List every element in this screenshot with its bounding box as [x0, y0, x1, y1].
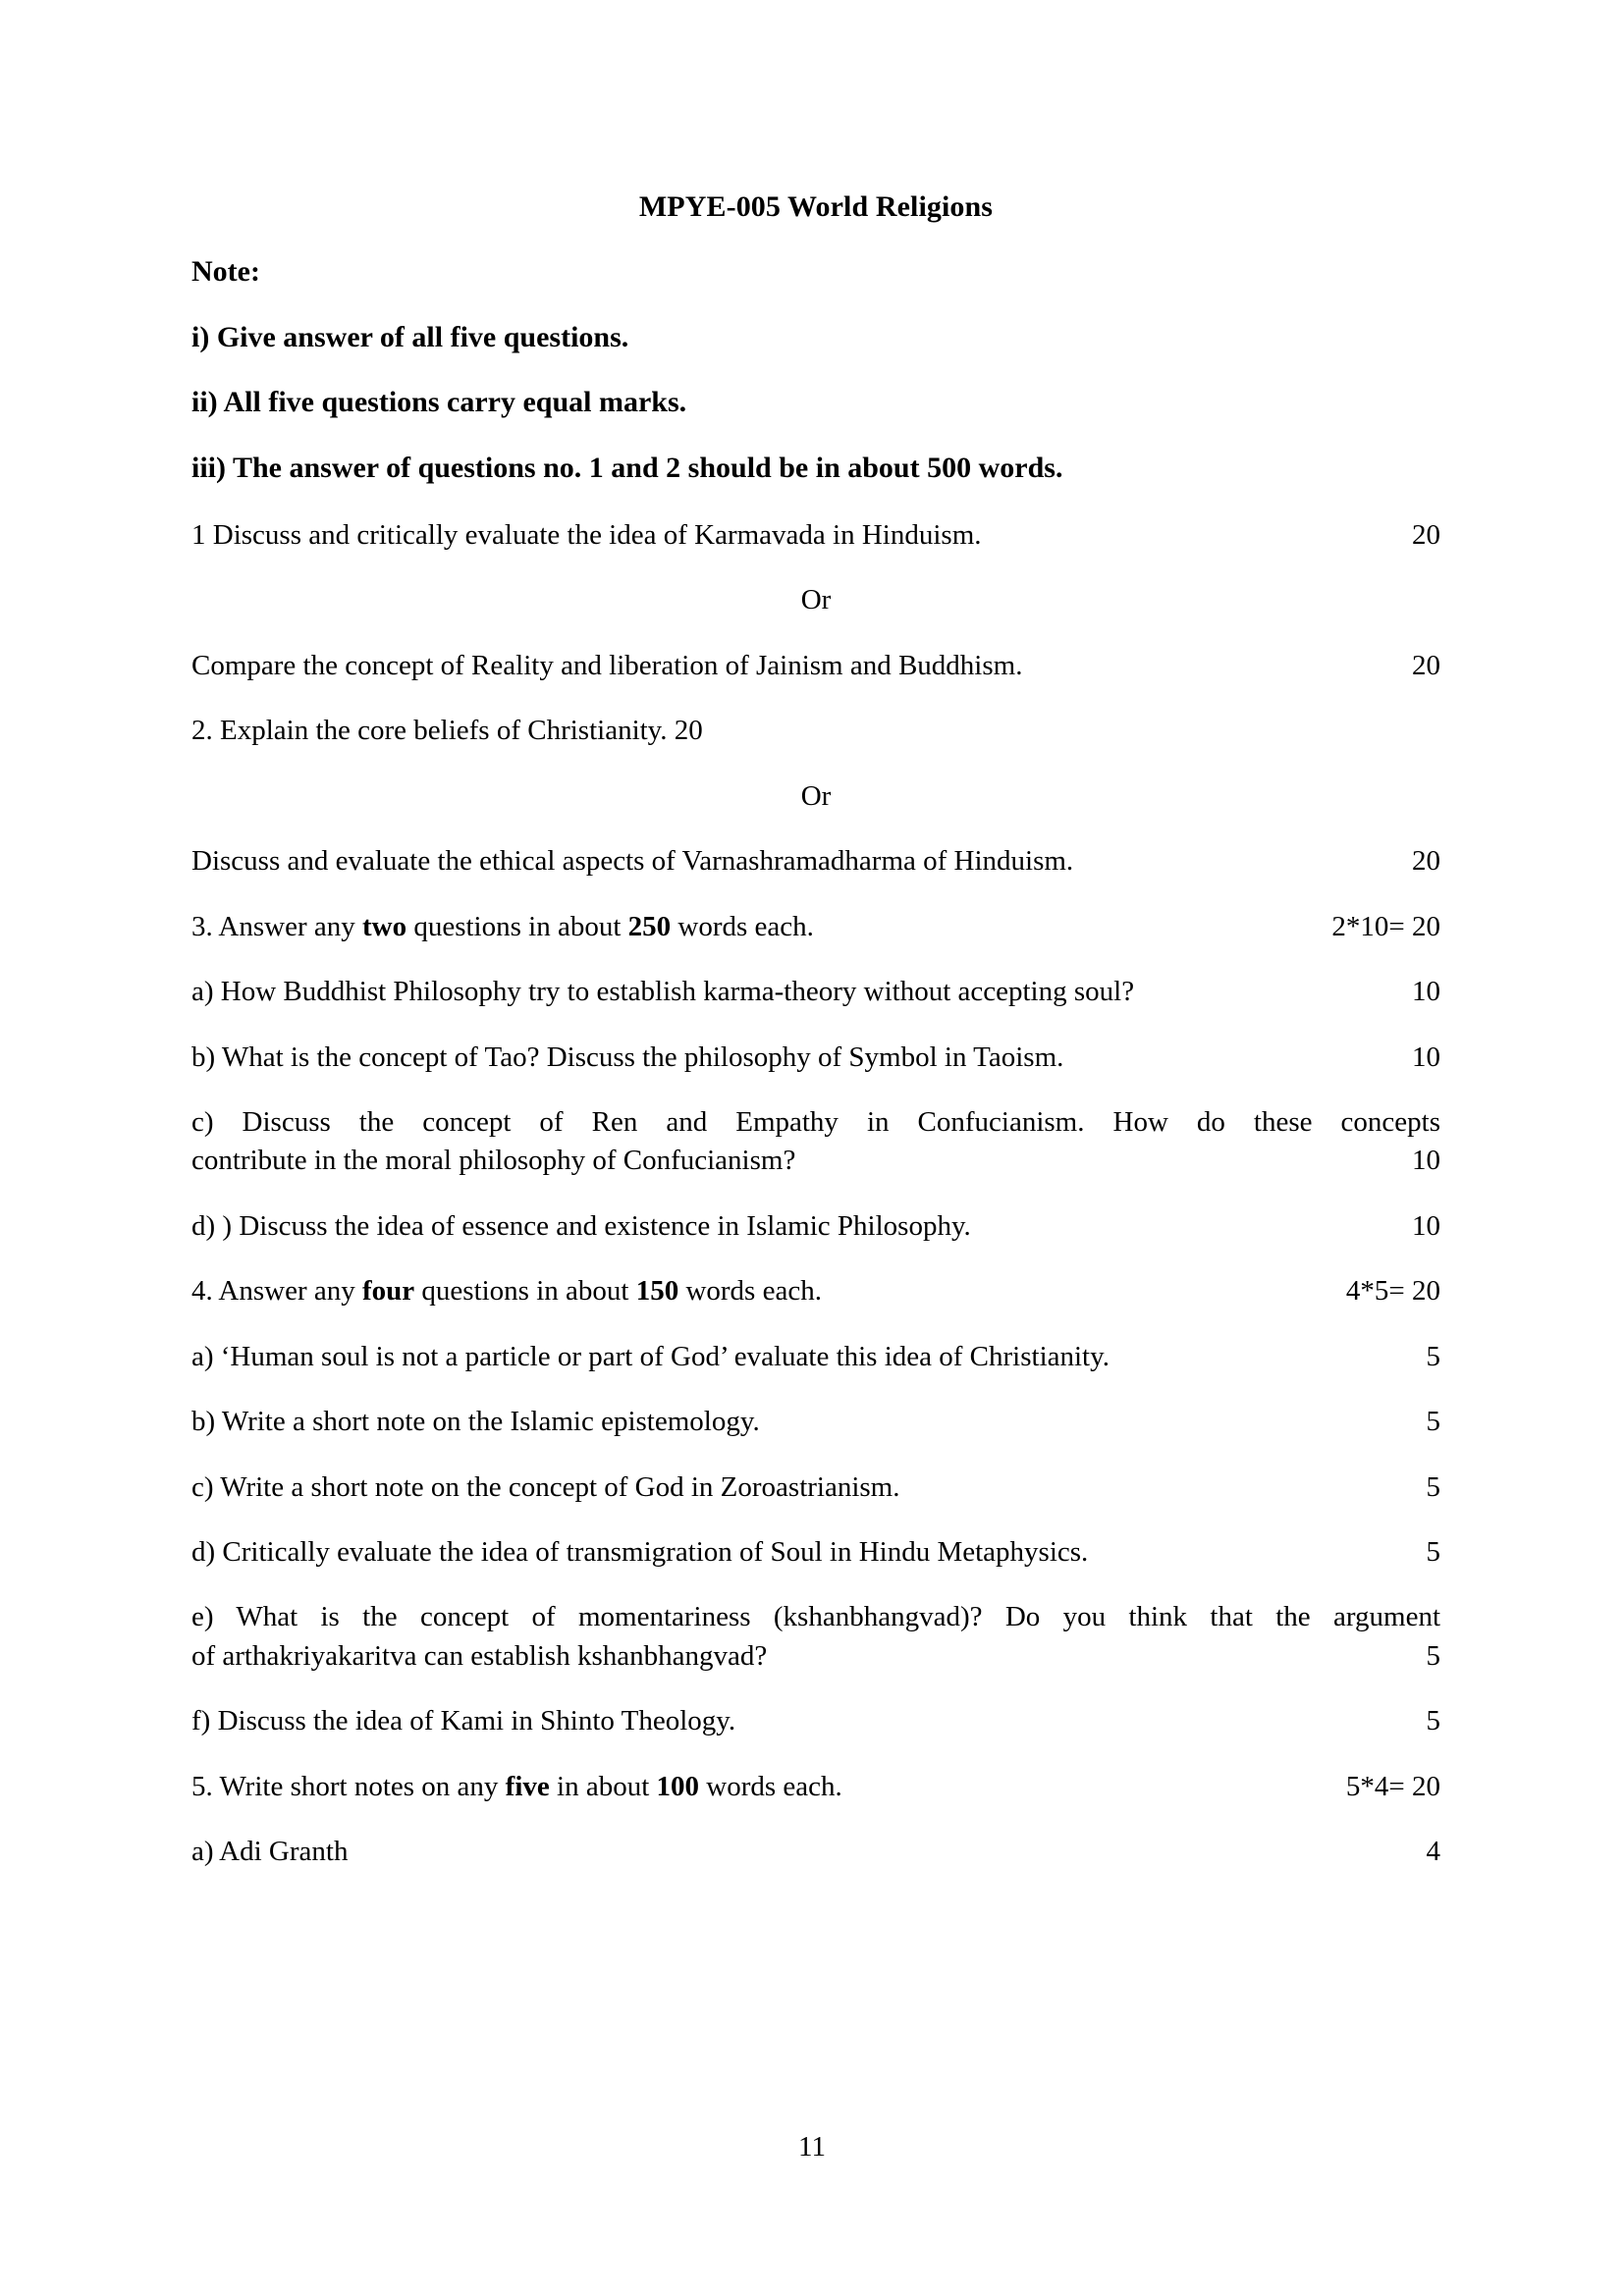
question-4-marks: 4*5= 20 — [1345, 1275, 1440, 1308]
question-1-alternative-text: Compare the concept of Reality and liberation of Jainism and Buddhism. — [191, 649, 1023, 681]
page-number: 11 — [798, 2131, 826, 2163]
question-4-item-e-marks: 5 — [1426, 1639, 1440, 1672]
question-4-item-c-marks: 5 — [1426, 1470, 1440, 1503]
note-item-ii: ii) All five questions carry equal marks. — [191, 386, 687, 418]
question-4-item-a-text: a) ‘Human soul is not a particle or part of God’ evaluate this idea of Christianity. — [191, 1340, 1110, 1372]
question-4-item-d-text: d) Critically evaluate the idea of transmigration of Soul in Hindu Metaphysics. — [191, 1536, 1089, 1568]
question-5-prefix: 5. Write short notes on any — [191, 1770, 506, 1802]
question-2: 2. Explain the core beliefs of Christianity. 20 — [191, 715, 703, 747]
question-5-bold-count: five — [505, 1770, 550, 1802]
question-4-item-e-line1: e) What is the concept of momentariness (kshanbhangvad)? Do you think that the argument — [191, 1601, 1440, 1633]
question-1-text: 1 Discuss and critically evaluate the idea of Karmavada in Hinduism. — [191, 519, 982, 551]
question-3-item-a — [191, 973, 1440, 1011]
question-3-item-d — [191, 1207, 1440, 1246]
question-3-item-c-line1: c) Discuss the concept of Ren and Empathy in Confucianism. How do these concepts — [191, 1105, 1440, 1138]
question-3-item-a-marks: 10 — [1412, 976, 1440, 1008]
question-4-bold-count: four — [361, 1275, 415, 1308]
question-3-item-b — [191, 1039, 1440, 1077]
question-4-item-a — [191, 1338, 1440, 1376]
question-3-text — [191, 908, 814, 946]
question-2-alternative-marks: 20 — [1412, 845, 1440, 878]
question-4-item-b-marks: 5 — [1426, 1406, 1440, 1438]
question-4-item-c — [191, 1468, 1440, 1507]
question-3-item-b-marks: 10 — [1412, 1041, 1440, 1073]
question-3-item-c-line2: contribute in the moral philosophy of Confucianism? — [191, 1145, 796, 1177]
question-4-mid: questions in about — [414, 1275, 636, 1308]
question-1-alternative-marks: 20 — [1412, 649, 1440, 681]
question-5-mid: in about — [549, 1770, 657, 1802]
question-4-item-f — [191, 1702, 1440, 1740]
question-4-item-b-text: b) Write a short note on the Islamic epistemology. — [191, 1406, 760, 1438]
question-4-prefix: 4. Answer any — [191, 1275, 362, 1308]
question-3-marks: 2*10= 20 — [1331, 910, 1440, 942]
question-5-item-a-text: a) Adi Granth — [191, 1836, 349, 1868]
question-4-item-d-marks: 5 — [1426, 1536, 1440, 1568]
question-3 — [191, 908, 1440, 946]
question-3-item-c — [191, 1103, 1440, 1181]
question-3-mid: questions in about — [406, 910, 628, 942]
question-3-item-c-line2-row — [191, 1142, 1440, 1180]
page-title: MPYE-005 World Religions — [638, 190, 994, 223]
question-4-text — [191, 1272, 822, 1310]
question-3-item-a-text: a) How Buddhist Philosophy try to establish karma-theory without accepting soul? — [191, 976, 1135, 1008]
question-4-item-d — [191, 1533, 1440, 1572]
question-4-suffix: words each. — [678, 1275, 822, 1308]
question-3-item-c-marks: 10 — [1412, 1145, 1440, 1177]
question-4-item-b — [191, 1403, 1440, 1441]
question-4-item-c-text: c) Write a short note on the concept of God in Zoroastrianism. — [191, 1470, 900, 1503]
question-3-item-b-text: b) What is the concept of Tao? Discuss the philosophy of Symbol in Taoism. — [191, 1041, 1064, 1073]
question-5-text — [191, 1768, 842, 1806]
question-4-item-e — [191, 1598, 1440, 1676]
question-4-item-f-text: f) Discuss the idea of Kami in Shinto Theology. — [191, 1705, 736, 1737]
question-5 — [191, 1768, 1440, 1806]
question-4 — [191, 1272, 1440, 1310]
question-4-item-a-marks: 5 — [1426, 1340, 1440, 1372]
question-3-prefix: 3. Answer any — [191, 910, 362, 942]
question-3-suffix: words each. — [671, 910, 814, 942]
question-2-alternative — [191, 842, 1440, 881]
question-3-bold-count: two — [361, 910, 407, 942]
or-separator-2: Or — [800, 779, 832, 812]
question-1-alternative — [191, 647, 1440, 685]
note-item-iii: iii) The answer of questions no. 1 and 2 should be in about 500 words. — [191, 451, 1063, 484]
question-4-item-e-line2-row — [191, 1637, 1440, 1676]
question-4-item-e-line2: of arthakriyakaritva can establish kshanbhangvad? — [191, 1639, 768, 1672]
question-4-item-f-marks: 5 — [1426, 1705, 1440, 1737]
or-separator-1: Or — [800, 584, 832, 616]
question-1-marks: 20 — [1412, 519, 1440, 551]
question-5-suffix: words each. — [699, 1770, 842, 1802]
question-5-item-a-marks: 4 — [1426, 1836, 1440, 1868]
question-5-item-a — [191, 1833, 1440, 1871]
note-item-i: i) Give answer of all five questions. — [191, 320, 629, 353]
page-content — [191, 192, 1440, 1898]
question-3-item-d-text: d) ) Discuss the idea of essence and existence in Islamic Philosophy. — [191, 1209, 971, 1242]
question-3-bold-words: 250 — [627, 910, 672, 942]
question-2-alternative-text: Discuss and evaluate the ethical aspects of Varnashramadharma of Hinduism. — [191, 845, 1074, 878]
question-5-bold-words: 100 — [656, 1770, 700, 1802]
question-4-bold-words: 150 — [635, 1275, 679, 1308]
question-1 — [191, 516, 1440, 555]
note-heading: Note: — [191, 255, 260, 288]
question-5-marks: 5*4= 20 — [1345, 1770, 1440, 1802]
question-3-item-d-marks: 10 — [1412, 1209, 1440, 1242]
